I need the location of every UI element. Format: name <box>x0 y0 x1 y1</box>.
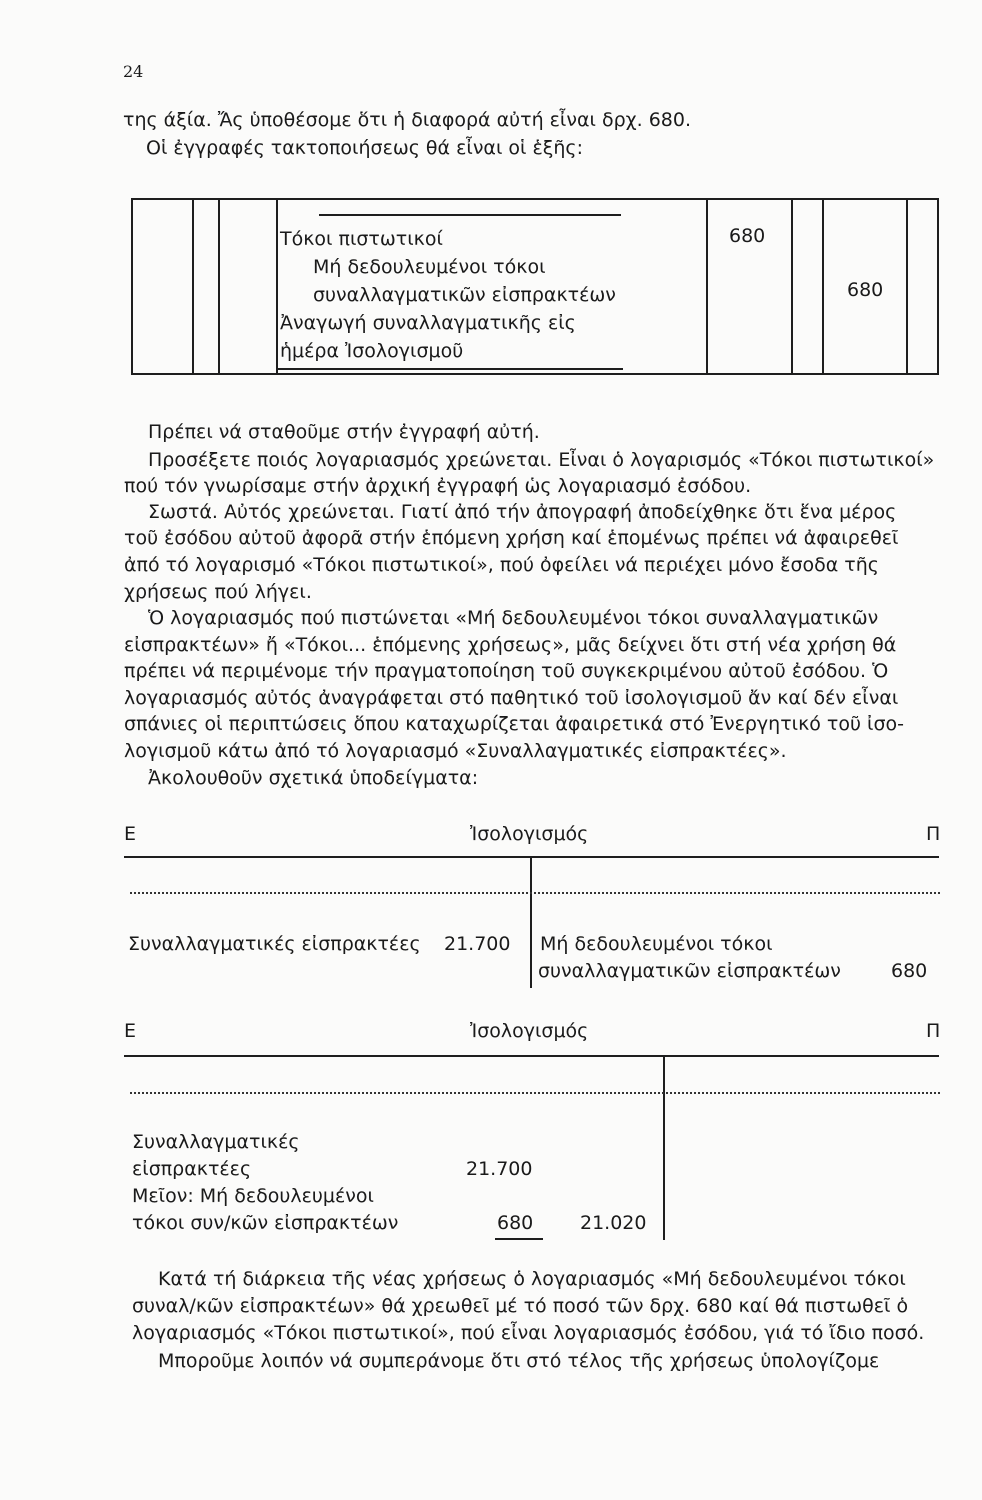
journal-footer-rule <box>277 368 623 370</box>
balance2-amount: 21.700 <box>466 1158 533 1180</box>
intro-line: της άξία. Ἄς ὑποθέσομε ὅτι ἡ διαφορά αὐτή εἶναι δρχ. 680. <box>123 109 692 131</box>
body-line: λογισμοῦ κάτω ἀπό τό λογαριασμό «Συναλλαγματικές εἰσπρακτέες». <box>124 740 787 762</box>
page-number: 24 <box>123 62 144 81</box>
balance2-assets-label: Ε <box>124 1020 137 1042</box>
journal-line: Τόκοι πιστωτικοί <box>280 228 443 250</box>
body-line: Πρέπει νά σταθοῦμε στήν ἐγγραφή αὐτή. <box>148 421 540 443</box>
balance1-dotted-rule <box>130 892 940 894</box>
body-line: εἰσπρακτέων» ἤ «Τόκοι... ἑπόμενης χρήσεως», μᾶς δείχνει ὅτι στή νέα χρήση θά <box>124 634 897 656</box>
closing-line: Μποροῦμε λοιπόν νά συμπεράνομε ὅτι στό τέλος τῆς χρήσεως ὑπολογίζομε <box>158 1350 880 1372</box>
balance1-title: Ἰσολογισμός <box>470 823 589 845</box>
balance2-deduction-amount: 680 <box>497 1212 534 1234</box>
journal-credit-amount: 680 <box>847 279 884 301</box>
journal-debit-amount: 680 <box>729 225 766 247</box>
intro-line: Οἱ ἐγγραφές τακτοποιήσεως θά εἶναι οἱ ἑξῆς: <box>146 137 583 159</box>
journal-line: Μή δεδουλευμένοι τόκοι <box>313 256 546 278</box>
body-line: σπάνιες οἱ περιπτώσεις ὅπου καταχωρίζεται ἀφαιρετικά στό Ἐνεργητικό τοῦ ἰσο- <box>124 713 904 735</box>
balance2-item: τόκοι συν/κῶν εἰσπρακτέων <box>132 1212 399 1234</box>
body-line: Ὁ λογαριασμός πού πιστώνεται «Μή δεδουλευμένοι τόκοι συναλλαγματικῶν <box>148 607 879 629</box>
journal-entry-table <box>131 198 939 375</box>
balance2-item: Συναλλαγματικές <box>132 1131 300 1153</box>
balance2-center-rule <box>663 1055 665 1240</box>
balance2-title: Ἰσολογισμός <box>470 1020 589 1042</box>
body-line: τοῦ ἐσόδου αὐτοῦ ἀφορᾶ στήν ἑπόμενη χρήση καί ἑπομένως πρέπει νά ἀφαιρεθεῖ <box>124 527 899 549</box>
balance2-net-amount: 21.020 <box>580 1212 647 1234</box>
body-line: ἀπό τό λογαρισμό «Τόκοι πιστωτικοί», πού ὀφείλει νά περιέχει μόνο ἔσοδα τῆς <box>124 554 879 576</box>
body-line: λογαριασμός αὐτός ἀναγράφεται στό παθητικό τοῦ ἰσολογισμοῦ ἄν καί δέν εἶναι <box>124 687 899 709</box>
journal-line: Ἀναγωγή συναλλαγματικῆς εἰς <box>280 312 576 334</box>
closing-line: λογαριασμός «Τόκοι πιστωτικοί», πού εἶναι λογαριασμός ἐσόδου, γιά τό ἴδιο ποσό. <box>132 1322 925 1344</box>
balance2-dotted-rule <box>130 1092 940 1094</box>
balance2-item: Μεῖον: Μή δεδουλευμένοι <box>132 1185 374 1207</box>
balance2-liabilities-label: Π <box>926 1020 941 1042</box>
balance1-liabilities-label: Π <box>926 823 941 845</box>
balance1-assets-label: Ε <box>124 823 137 845</box>
balance1-debit-amount: 21.700 <box>444 933 511 955</box>
body-line: πρέπει νά περιμένομε τήν πραγματοποίηση τοῦ συγκεκριμένου αὐτοῦ ἐσόδου. Ὁ <box>124 660 889 682</box>
balance1-debit-item: Συναλλαγματικές εἰσπρακτέες <box>128 933 421 955</box>
body-line: Ἀκολουθοῦν σχετικά ὑποδείγματα: <box>148 767 479 789</box>
closing-line: συναλ/κῶν εἰσπρακτέων» θά χρεωθεῖ μέ τό ποσό τῶν δρχ. 680 καί θά πιστωθεῖ ὁ <box>132 1295 909 1317</box>
balance1-credit-item: Μή δεδουλευμένοι τόκοι <box>540 933 773 955</box>
body-line: χρήσεως πού λήγει. <box>124 581 312 603</box>
closing-line: Κατά τή διάρκεια τῆς νέας χρήσεως ὁ λογαριασμός «Μή δεδουλευμένοι τόκοι <box>158 1268 906 1290</box>
body-line: Προσέξετε ποιός λογαριασμός χρεώνεται. Εἶναι ὁ λογαρισμός «Τόκοι πιστωτικοί» <box>148 449 935 471</box>
balance1-credit-amount: 680 <box>891 960 928 982</box>
journal-line: ἡμέρα Ἰσολογισμοῦ <box>280 340 464 362</box>
body-line: πού τόν γνωρίσαμε στήν ἀρχική ἐγγραφή ὡς λογαριασμό ἐσόδου. <box>124 475 752 497</box>
body-line: Σωστά. Αὐτός χρεώνεται. Γιατί ἀπό τήν ἀπογραφή ἀποδείχθηκε ὅτι ἕνα μέρος <box>148 501 897 523</box>
balance1-credit-item: συναλλαγματικῶν εἰσπρακτέων <box>538 960 841 982</box>
journal-line: συναλλαγματικῶν εἰσπρακτέων <box>313 284 616 306</box>
balance2-underline <box>495 1238 543 1240</box>
journal-header-rule <box>319 214 621 216</box>
balance2-top-rule <box>124 1055 939 1057</box>
balance2-item: εἰσπρακτέες <box>132 1158 252 1180</box>
balance1-center-rule <box>530 856 532 988</box>
